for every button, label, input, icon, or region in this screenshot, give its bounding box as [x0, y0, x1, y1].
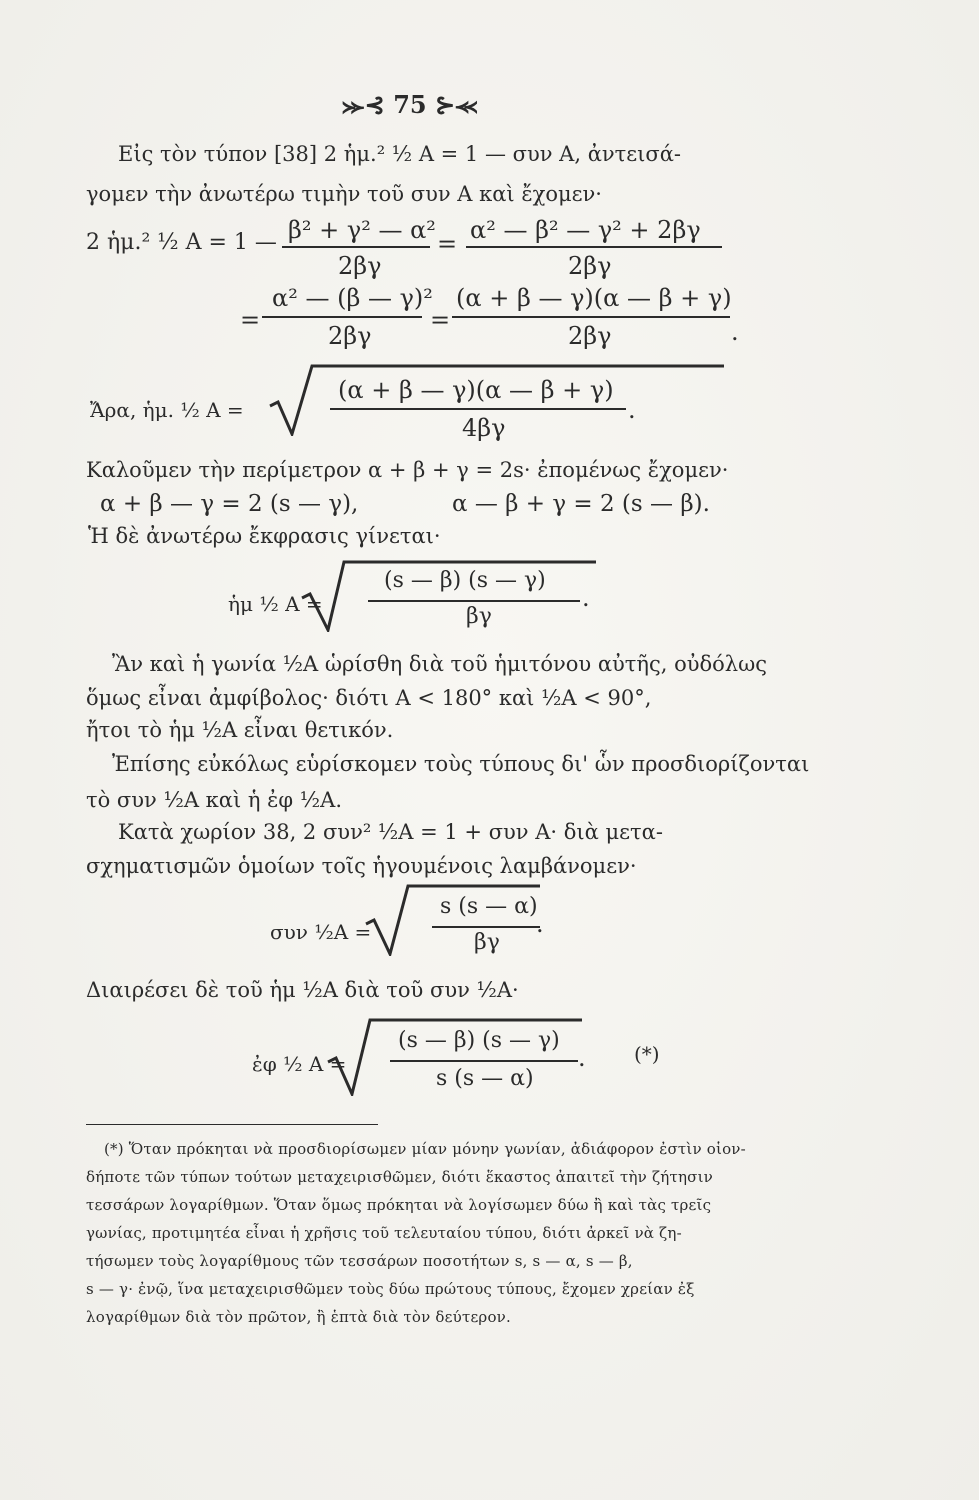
s3-left: ἐφ ½ Α = [252, 1052, 347, 1076]
an-line: Ἂν καὶ ἡ γωνία ½Α ὡρίσθη διὰ τοῦ ἡμιτόνου αὐτῆς, οὐδόλως [112, 652, 767, 676]
ara-bar [330, 408, 626, 410]
kaloumen-line: Καλοῦμεν τὴν περίμετρον α + β + γ = 2s· ἐπομένως ἔχομεν· [86, 458, 729, 482]
s3-end: . [578, 1044, 586, 1072]
eq2-eq2: = [430, 306, 451, 334]
omos-line: ὅμως εἶναι ἀμφίβολος· διότι Α < 180° καὶ ½Α < 90°, [86, 686, 652, 710]
s1-den: βγ [466, 604, 492, 629]
ara-den: 4βγ [462, 414, 506, 442]
eq2-bar2 [452, 316, 730, 318]
eq1-eq: = [437, 230, 458, 258]
eq2-num1: α² — (β — γ)² [272, 284, 433, 312]
h-line: Ἡ δὲ ἀνωτέρω ἔκφρασις γίνεται· [88, 524, 441, 548]
footnote-line-4: γωνίας, προτιμητέα εἶναι ἡ χρῆσις τοῦ τελευταίου τύπου, διότι ἀρκεῖ νὰ ζη- [86, 1224, 682, 1242]
ara-num: (α + β — γ)(α — β + γ) [338, 376, 614, 404]
htoi-line: ἤτοι τὸ ἡμ ½Α εἶναι θετικόν. [86, 718, 394, 742]
eq2-den2: 2βγ [568, 322, 612, 350]
s1-left: ἡμ ½ Α = [228, 592, 323, 616]
s2-left: συν ½Α = [270, 920, 372, 944]
footnote-line-7: λογαρίθμων διὰ τὸν πρῶτον, ἢ ἑπτὰ διὰ τὸν δεύτερον. [86, 1308, 511, 1326]
text-line-1: Εἰς τὸν τύπον [38] 2 ἡμ.² ½ Α = 1 — συν Α, ἀντεισά- [118, 142, 681, 166]
eq2-den1: 2βγ [328, 322, 372, 350]
eq1-den1: 2βγ [338, 252, 382, 280]
s2-num: s (s — α) [440, 894, 538, 919]
s3-num: (s — β) (s — γ) [398, 1028, 560, 1053]
page-number: 75 [393, 90, 427, 119]
eq1-bar1 [282, 246, 430, 248]
footnote-line-3: τεσσάρων λογαρίθμων. Ὅταν ὅμως πρόκηται νὰ λογίσωμεν δύω ἢ καὶ τὰς τρεῖς [86, 1196, 712, 1214]
identity-1: α + β — γ = 2 (s — γ), [100, 491, 359, 517]
eq2-num2: (α + β — γ)(α — β + γ) [456, 284, 732, 312]
kata-line: Κατὰ χωρίον 38, 2 συν² ½Α = 1 + συν Α· διὰ μετα- [118, 820, 663, 844]
s2-bar [432, 926, 540, 928]
page-header [342, 90, 478, 119]
footnote-line-2: δήποτε τῶν τύπων τούτων μεταχειρισθῶμεν, διότι ἕκαστος ἀπαιτεῖ τὴν ζήτησιν [86, 1168, 713, 1186]
eq1-left: 2 ἡμ.² ½ Α = 1 — [86, 230, 277, 255]
footnote-line-5: τήσωμεν τοὺς λογαρίθμους τῶν τεσσάρων ποσοτήτων s, s — α, s — β, [86, 1252, 633, 1270]
sximatismon-line: σχηματισμῶν ὁμοίων τοῖς ἡγουμένοις λαμβάνομεν· [86, 854, 637, 878]
to-line: τὸ συν ½Α καὶ ἡ ἐφ ½Α. [86, 788, 342, 812]
text-line-2: γομεν τὴν ἀνωτέρω τιμὴν τοῦ συν Α καὶ ἔχομεν· [86, 182, 602, 206]
eq1-den2: 2βγ [568, 252, 612, 280]
eq2-end: . [731, 318, 739, 346]
s1-bar [368, 600, 580, 602]
footnote-marker: (*) [634, 1042, 660, 1066]
footnote-line-6: s — γ· ἐνῷ, ἵνα μεταχειρισθῶμεν τοὺς δύω πρώτους τύπους, ἔχομεν χρείαν ἐξ [86, 1280, 695, 1298]
eq2-bar1 [262, 316, 422, 318]
ornament-right-icon: ⊱⪻ [434, 90, 478, 119]
eq1-num1: β² + γ² — α² [288, 216, 436, 244]
eq1-num2: α² — β² — γ² + 2βγ [470, 216, 701, 244]
s3-den: s (s — α) [436, 1066, 534, 1091]
epishs-line: Ἐπίσης εὐκόλως εὑρίσκομεν τοὺς τύπους δι' ὧν προσδιορίζονται [112, 752, 810, 776]
ara-left: Ἄρα, ἡμ. ½ Α = [90, 398, 244, 422]
footnote-rule [86, 1124, 378, 1125]
eq2-eq: = [240, 306, 261, 334]
s2-den: βγ [474, 930, 500, 955]
ornament-left-icon: ⪼⊰ [342, 90, 385, 119]
diairesei-line: Διαιρέσει δὲ τοῦ ἡμ ½Α διὰ τοῦ συν ½Α· [86, 978, 519, 1002]
identity-2: α — β + γ = 2 (s — β). [452, 491, 710, 517]
ara-end: . [628, 396, 636, 424]
s2-end: . [536, 910, 544, 938]
eq1-bar2 [466, 246, 722, 248]
footnote-line-1: (*) Ὅταν πρόκηται νὰ προσδιορίσωμεν μίαν μόνην γωνίαν, ἀδιάφορον ἐστὶν οἱον- [104, 1140, 746, 1158]
s1-num: (s — β) (s — γ) [384, 568, 546, 593]
s3-bar [390, 1060, 578, 1062]
s1-end: . [582, 584, 590, 612]
